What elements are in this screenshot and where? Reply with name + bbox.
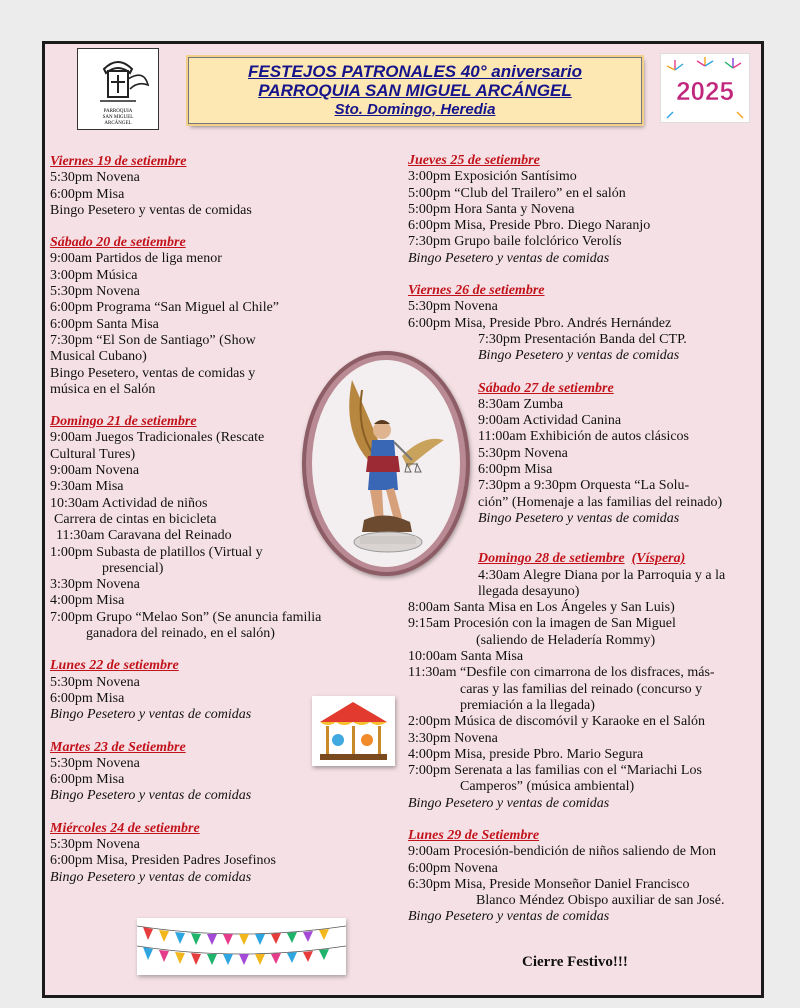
event-line: 9:00am Juegos Tradicionales (Rescate: [50, 430, 265, 446]
event-line: 5:30pm Novena: [50, 755, 140, 771]
bingo-note: Bingo Pesetero y ventas de comidas: [408, 250, 610, 266]
day-heading-viernes-26: Viernes 26 de setiembre: [408, 283, 545, 299]
bingo-note: Bingo Pesetero y ventas de comidas: [408, 909, 610, 925]
event-line: 5:30pm Novena: [478, 445, 568, 461]
event-line: Blanco Méndez Obispo auxiliar de san José.: [476, 893, 725, 909]
bunting-flags-image: [137, 918, 346, 975]
event-line: 3:00pm Exposición Santísimo: [408, 169, 577, 185]
event-line: 5:30pm Novena: [50, 674, 140, 690]
event-line: 5:30pm Novena: [408, 299, 498, 315]
logo-caption-2: SAN MIGUEL: [102, 115, 134, 120]
event-line: 7:30pm Presentación Banda del CTP.: [478, 331, 687, 347]
event-line: 6:00pm Misa, Preside Pbro. Andrés Hernández: [408, 315, 672, 331]
event-line: Carrera de cintas en bicicleta: [54, 511, 217, 527]
fireworks-year-icon: [661, 54, 749, 122]
event-line: 5:00pm “Club del Trailero” en el salón: [408, 185, 626, 201]
event-line: ganadora del reinado, en el salón): [86, 626, 275, 642]
event-line: 1:00pm Subasta de platillos (Virtual y: [50, 544, 263, 560]
event-line: presencial): [102, 560, 164, 576]
day-heading-lunes-29: Lunes 29 de Setiembre: [408, 827, 540, 843]
day-heading-martes-23: Martes 23 de Setiembre: [50, 739, 186, 755]
event-line: 7:00pm Grupo “Melao Son” (Se anuncia familia: [50, 609, 322, 625]
logo-caption-3: ARCÁNGEL: [104, 121, 132, 126]
event-line: 9:00am Actividad Canina: [478, 413, 622, 429]
event-line: 6:00pm Novena: [408, 860, 498, 876]
event-line: 11:30am “Desfile con cimarrona de los disfraces, más-: [408, 665, 715, 681]
bingo-note: Bingo Pesetero y ventas de comidas: [478, 510, 680, 526]
event-line: 7:30pm a 9:30pm Orquesta “La Solu-: [478, 478, 690, 494]
event-line: 11:30am Caravana del Reinado: [56, 528, 232, 544]
event-line: 5:30pm Novena: [50, 836, 140, 852]
logo-caption-1: PARROQUIA: [103, 109, 133, 114]
parish-logo: [77, 48, 159, 130]
event-line: 6:00pm Programa “San Miguel al Chile”: [50, 300, 280, 316]
event-line: 3:00pm Música: [50, 267, 138, 283]
day-heading-jueves-25: Jueves 25 de setiembre: [408, 153, 540, 168]
closing-text: Cierre Festivo!!!: [522, 954, 628, 970]
day-heading-domingo-28: Domingo 28 de setiembre: [478, 551, 625, 567]
right-schedule-column: [408, 153, 758, 926]
event-line: Cultural Tures): [50, 446, 136, 462]
event-line: caras y las familias del reinado (concurso y: [460, 681, 703, 697]
event-line: 5:30pm Novena: [50, 284, 140, 300]
day-heading-domingo-21: Domingo 21 de setiembre: [50, 414, 197, 430]
event-line: 5:00pm Hora Santa y Novena: [408, 201, 575, 217]
event-line: 5:30pm Novena: [50, 170, 140, 186]
event-line: 6:00pm Misa: [50, 186, 125, 202]
event-line: 7:30pm “El Son de Santiago” (Show: [50, 332, 256, 348]
event-line: 10:30am Actividad de niños: [50, 495, 208, 511]
event-line: 8:00am Santa Misa en Los Ángeles y San Luis): [408, 600, 675, 616]
event-line: 6:00pm Misa: [478, 462, 553, 478]
event-line: premiación a la llegada): [460, 697, 595, 713]
event-line: llegada desayuno): [478, 583, 580, 599]
event-line: música en el Salón: [50, 381, 156, 397]
event-line: Camperos” (música ambiental): [460, 779, 635, 795]
day-heading-viernes-19: Viernes 19 de setiembre: [50, 154, 187, 169]
day-heading-lunes-22: Lunes 22 de setiembre: [50, 658, 179, 674]
header-line-3: Sto. Domingo, Heredia: [334, 101, 496, 118]
vispera-label: [625, 551, 632, 566]
event-line: ción” (Homenaje a las familias del reinado): [478, 494, 723, 510]
day-heading-sabado-27: Sábado 27 de setiembre: [478, 380, 614, 396]
bingo-note: Bingo Pesetero y ventas de comidas: [50, 707, 252, 723]
year-text: 2025: [676, 76, 734, 106]
event-line: 4:00pm Misa: [50, 593, 125, 609]
bingo-note: Bingo Pesetero y ventas de comidas: [408, 795, 610, 811]
event-line: 10:00am Santa Misa: [408, 649, 524, 665]
carousel-image: [312, 696, 395, 766]
event-line: 6:00pm Misa: [50, 690, 125, 706]
event-line: 9:15am Procesión con la imagen de San Miguel: [408, 616, 676, 632]
event-line: Musical Cubano): [50, 349, 147, 365]
header-line-2: PARROQUIA SAN MIGUEL ARCÁNGEL: [258, 81, 572, 100]
event-line: 2:00pm Música de discomóvil y Karaoke en el Salón: [408, 714, 706, 730]
event-line: 11:00am Exhibición de autos clásicos: [478, 429, 689, 445]
event-line: 7:30pm Grupo baile folclórico Verolís: [408, 234, 622, 250]
header-line-1: FESTEJOS PATRONALES 40° aniversario: [248, 62, 582, 81]
event-line: 6:30pm Misa, Preside Monseñor Daniel Francisco: [408, 876, 690, 892]
day-heading-domingo-28-row: [478, 551, 758, 567]
event-line: 6:00pm Misa: [50, 772, 125, 788]
bunting-flags-icon: [137, 918, 346, 975]
event-line: Bingo Pesetero y ventas de comidas: [50, 202, 252, 218]
event-line: 9:00am Partidos de liga menor: [50, 251, 222, 267]
event-line: 9:00am Novena: [50, 463, 140, 479]
event-line: 6:00pm Misa, Preside Pbro. Diego Naranjo: [408, 218, 651, 234]
day-heading-sabado-20: Sábado 20 de setiembre: [50, 235, 186, 251]
bingo-note: Bingo Pesetero y ventas de comidas: [50, 788, 252, 804]
left-schedule-column: [50, 154, 350, 886]
vispera-label: (Víspera): [631, 551, 686, 567]
event-line: 7:00pm Serenata a las familias con el “Mariachi Los: [408, 763, 702, 779]
event-line: 6:00pm Misa, Presiden Padres Josefinos: [50, 853, 276, 869]
saint-michael-image: [312, 360, 460, 567]
event-line: 9:00am Procesión-bendición de niños saliendo de Mon: [408, 844, 716, 860]
saint-michael-statue-icon: [312, 360, 460, 567]
bingo-note: Bingo Pesetero y ventas de comidas: [478, 348, 680, 364]
event-line: 3:30pm Novena: [50, 577, 140, 593]
saint-michael-oval-frame: [302, 351, 470, 576]
day-heading-miercoles-24: Miércoles 24 de setiembre: [50, 820, 200, 836]
bingo-note: Bingo Pesetero y ventas de comidas: [50, 869, 252, 885]
header-banner: [188, 57, 642, 124]
event-line: (saliendo de Heladería Rommy): [476, 632, 656, 648]
event-line: 9:30am Misa: [50, 479, 124, 495]
event-line: Bingo Pesetero, ventas de comidas y: [50, 365, 256, 381]
event-line: 4:00pm Misa, preside Pbro. Mario Segura: [408, 746, 644, 762]
event-line: 4:30am Alegre Diana por la Parroquia y a la: [478, 567, 726, 583]
event-line: 6:00pm Santa Misa: [50, 316, 159, 332]
event-line: 3:30pm Novena: [408, 730, 498, 746]
archangel-logo-icon: [78, 49, 158, 129]
event-line: 8:30am Zumba: [478, 396, 564, 412]
year-badge: [660, 53, 750, 123]
carousel-icon: [312, 696, 395, 766]
